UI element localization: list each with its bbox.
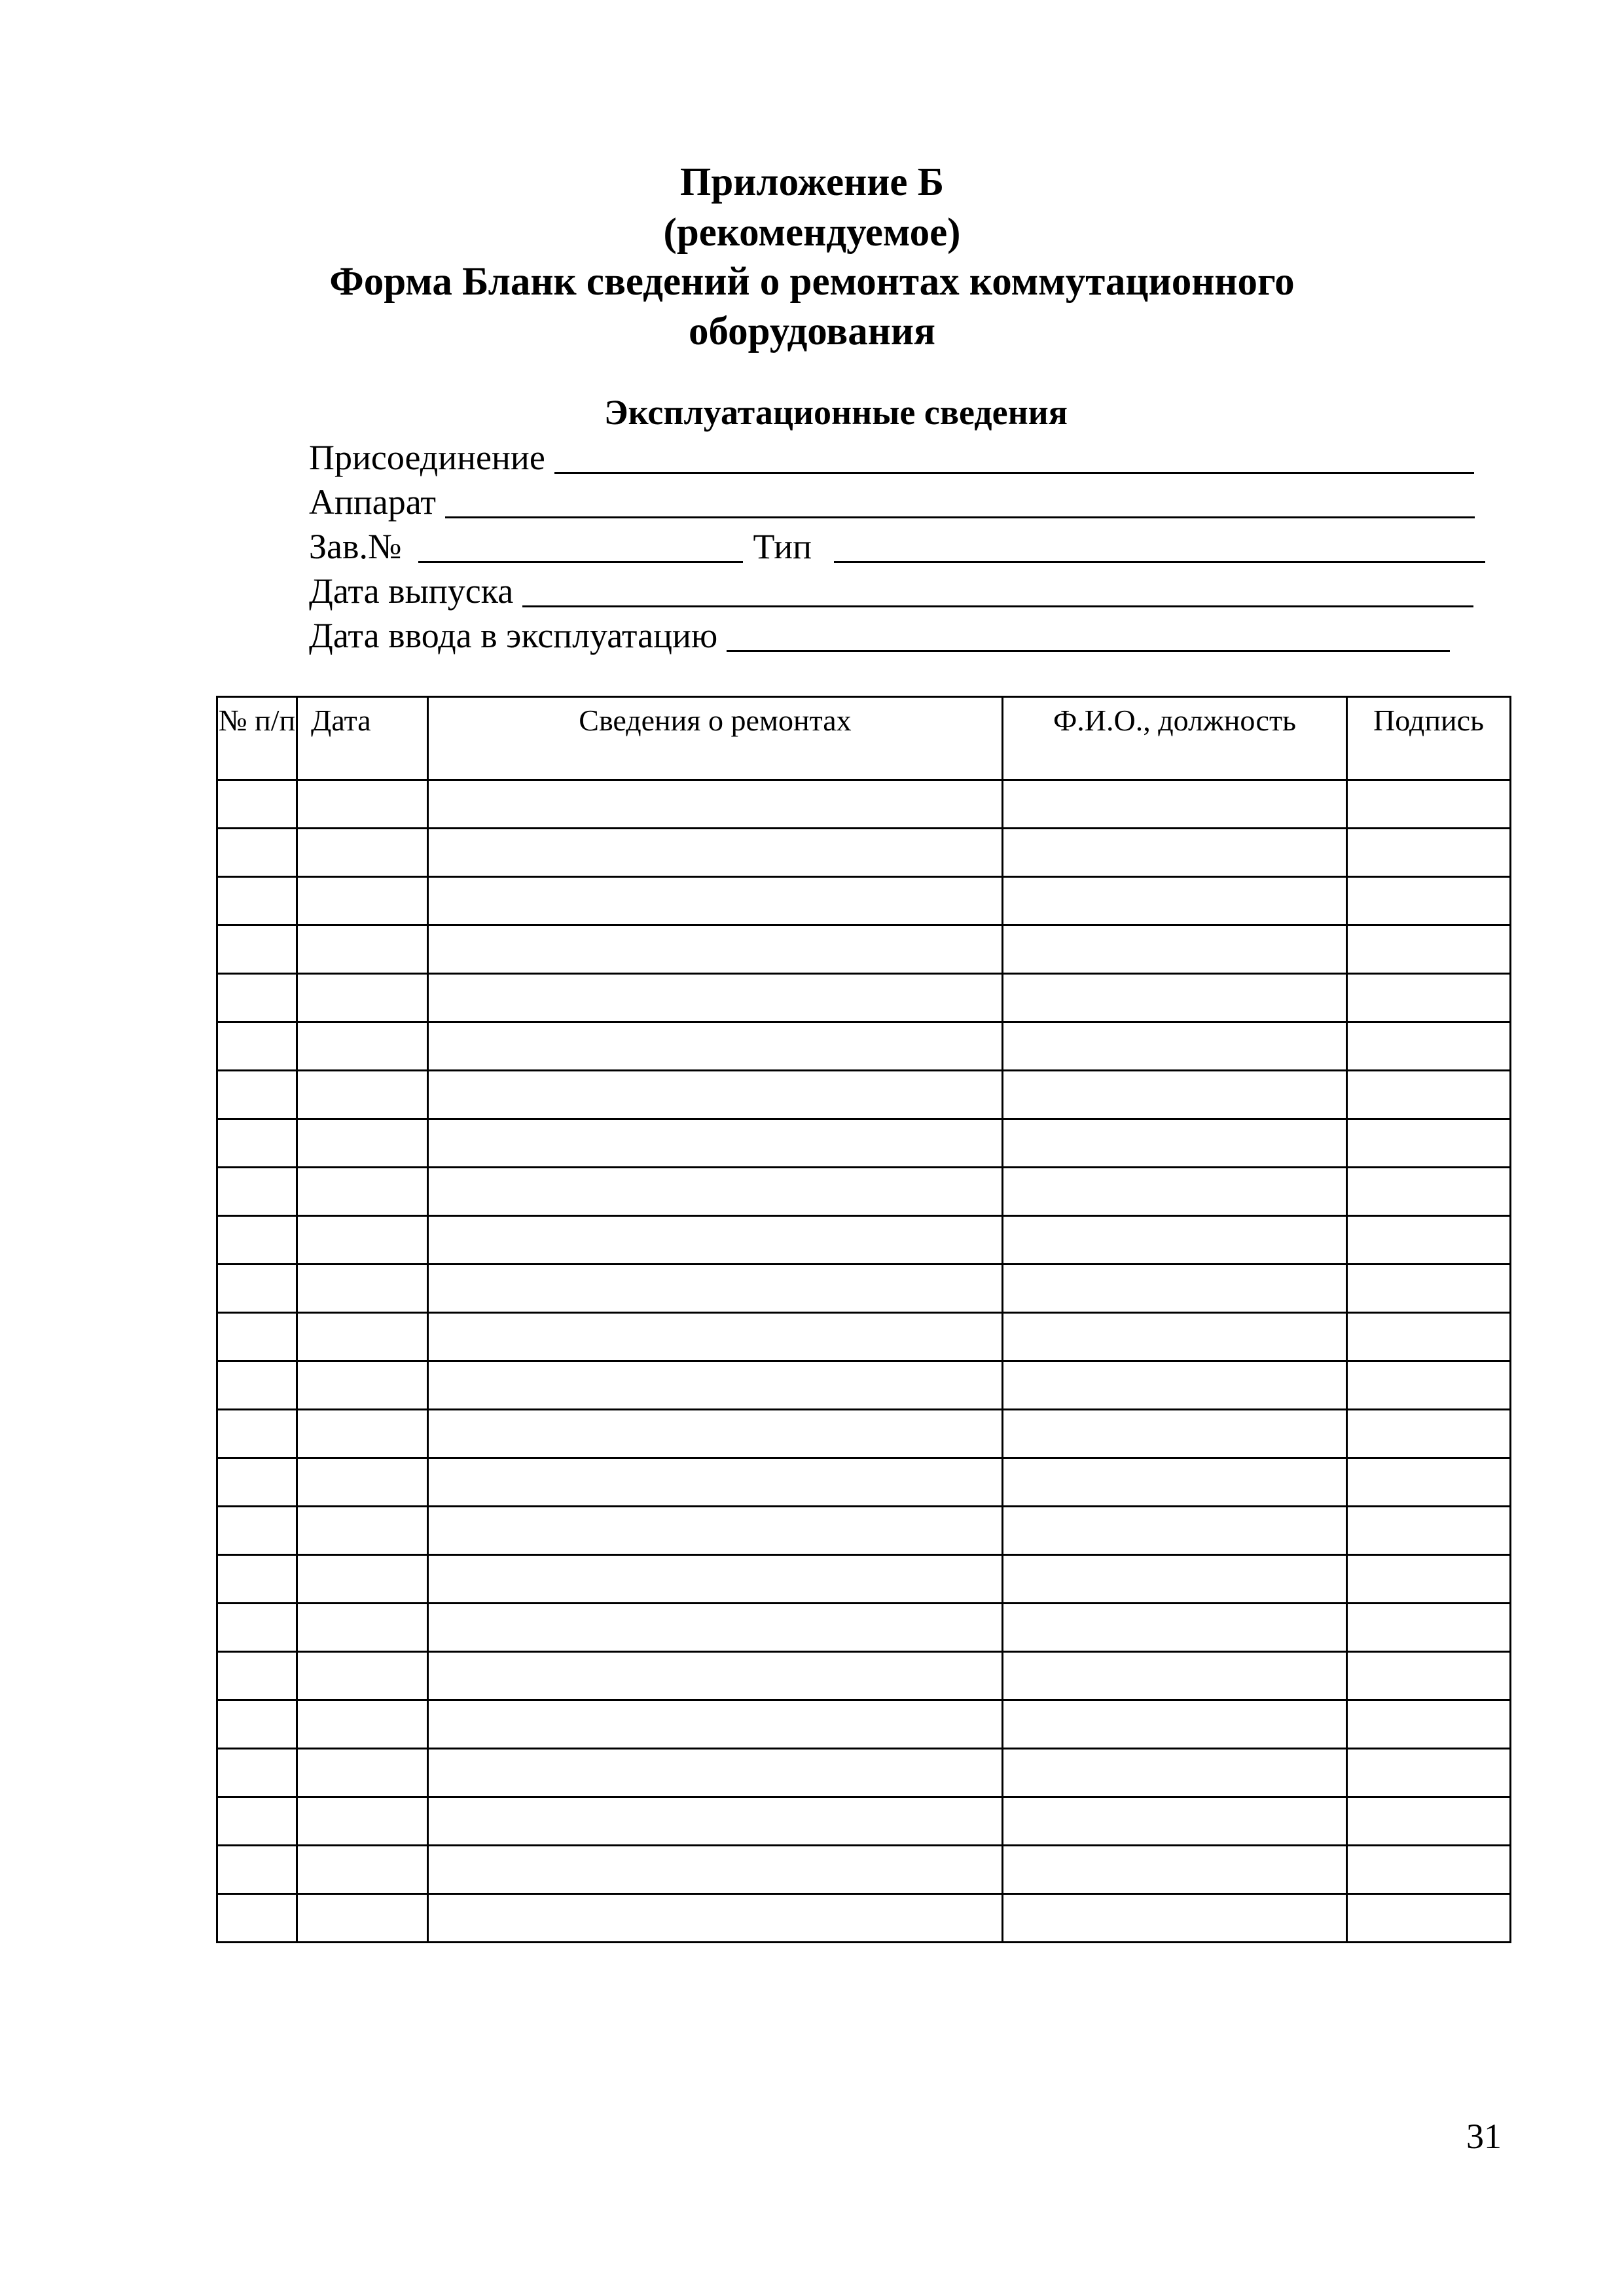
table-row xyxy=(217,1700,1511,1749)
name-position-cell xyxy=(1003,974,1347,1022)
date-cell xyxy=(297,1361,428,1410)
date-cell xyxy=(297,1846,428,1894)
date-cell xyxy=(297,925,428,974)
connection-label: Присоединение xyxy=(309,438,545,477)
signature-cell xyxy=(1347,974,1511,1022)
table-row xyxy=(217,1797,1511,1846)
table-row xyxy=(217,925,1511,974)
date-cell xyxy=(297,1749,428,1797)
date-cell xyxy=(297,1894,428,1943)
signature-cell xyxy=(1347,1410,1511,1458)
number-cell xyxy=(217,1507,297,1555)
table-row xyxy=(217,1507,1511,1555)
number-cell xyxy=(217,1168,297,1216)
connection-blank-line xyxy=(554,472,1474,474)
signature-cell xyxy=(1347,1749,1511,1797)
repair-details-cell xyxy=(428,1216,1003,1265)
date-cell xyxy=(297,974,428,1022)
number-cell xyxy=(217,1313,297,1361)
repair-details-cell xyxy=(428,1022,1003,1071)
date-cell xyxy=(297,1604,428,1652)
signature-cell xyxy=(1347,1361,1511,1410)
signature-cell xyxy=(1347,1313,1511,1361)
number-cell xyxy=(217,925,297,974)
date-cell xyxy=(297,829,428,877)
repair-details-cell xyxy=(428,1652,1003,1700)
connection-field xyxy=(309,437,1474,478)
name-position-cell xyxy=(1003,1652,1347,1700)
name-position-cell xyxy=(1003,1894,1347,1943)
signature-cell xyxy=(1347,1265,1511,1313)
appendix-status: (рекомендуемое) xyxy=(663,211,961,255)
table-row xyxy=(217,1458,1511,1507)
table-row xyxy=(217,1604,1511,1652)
form-title-continued: оборудования xyxy=(688,310,936,353)
repair-details-cell xyxy=(428,1361,1003,1410)
table-row xyxy=(217,1361,1511,1410)
repair-details-cell xyxy=(428,1894,1003,1943)
commissioning-date-field xyxy=(309,615,1450,656)
date-cell xyxy=(297,877,428,925)
repair-details-cell xyxy=(428,1749,1003,1797)
signature-cell xyxy=(1347,1458,1511,1507)
release-date-label: Дата выпуска xyxy=(309,571,514,611)
number-cell xyxy=(217,1410,297,1458)
name-position-cell xyxy=(1003,780,1347,829)
table-row xyxy=(217,877,1511,925)
name-position-cell xyxy=(1003,925,1347,974)
number-cell xyxy=(217,1894,297,1943)
name-position-cell xyxy=(1003,1119,1347,1168)
repair-details-cell xyxy=(428,1410,1003,1458)
name-position-cell xyxy=(1003,1797,1347,1846)
name-position-cell xyxy=(1003,1604,1347,1652)
date-cell xyxy=(297,1119,428,1168)
date-cell xyxy=(297,1458,428,1507)
signature-cell xyxy=(1347,925,1511,974)
repair-details-cell xyxy=(428,1313,1003,1361)
number-cell xyxy=(217,1022,297,1071)
repair-details-cell xyxy=(428,1846,1003,1894)
date-cell xyxy=(297,1216,428,1265)
release-date-field xyxy=(309,571,1473,611)
name-position-cell xyxy=(1003,1555,1347,1604)
repair-details-cell xyxy=(428,1119,1003,1168)
commissioning-date-label: Дата ввода в эксплуатацию xyxy=(309,616,718,655)
table-row xyxy=(217,829,1511,877)
column-header-repair-details: Сведения о ремонтах xyxy=(428,697,1003,780)
column-header-name-position: Ф.И.О., должность xyxy=(1003,697,1347,780)
repair-details-cell xyxy=(428,1700,1003,1749)
table-row xyxy=(217,1168,1511,1216)
number-cell xyxy=(217,1361,297,1410)
table-row xyxy=(217,1846,1511,1894)
signature-cell xyxy=(1347,780,1511,829)
signature-cell xyxy=(1347,1894,1511,1943)
repair-details-cell xyxy=(428,1168,1003,1216)
repairs-table xyxy=(216,696,1511,1943)
name-position-cell xyxy=(1003,1507,1347,1555)
signature-cell xyxy=(1347,829,1511,877)
column-header-signature: Подпись xyxy=(1347,697,1511,780)
release-date-blank-line xyxy=(522,605,1473,607)
number-cell xyxy=(217,780,297,829)
table-row xyxy=(217,1071,1511,1119)
page-number: 31 xyxy=(1466,2117,1502,2156)
serial-number-blank-line xyxy=(418,561,743,563)
form-title: Форма Бланк сведений о ремонтах коммутационного xyxy=(329,260,1295,304)
date-cell xyxy=(297,780,428,829)
number-cell xyxy=(217,1458,297,1507)
repair-details-cell xyxy=(428,1604,1003,1652)
table-row xyxy=(217,1749,1511,1797)
signature-cell xyxy=(1347,1168,1511,1216)
table-row xyxy=(217,780,1511,829)
signature-cell xyxy=(1347,1022,1511,1071)
name-position-cell xyxy=(1003,1458,1347,1507)
number-cell xyxy=(217,877,297,925)
number-cell xyxy=(217,1119,297,1168)
table-row xyxy=(217,1894,1511,1943)
name-position-cell xyxy=(1003,1216,1347,1265)
table-header-row xyxy=(217,697,1511,780)
name-position-cell xyxy=(1003,1313,1347,1361)
signature-cell xyxy=(1347,1555,1511,1604)
name-position-cell xyxy=(1003,1071,1347,1119)
name-position-cell xyxy=(1003,1168,1347,1216)
table-body xyxy=(217,780,1511,1943)
table-row xyxy=(217,1216,1511,1265)
repair-details-cell xyxy=(428,974,1003,1022)
number-cell xyxy=(217,1265,297,1313)
name-position-cell xyxy=(1003,829,1347,877)
number-cell xyxy=(217,1797,297,1846)
commissioning-date-blank-line xyxy=(727,650,1450,652)
column-header-number: № п/п xyxy=(217,697,297,780)
repair-details-cell xyxy=(428,829,1003,877)
name-position-cell xyxy=(1003,1410,1347,1458)
table-row xyxy=(217,1652,1511,1700)
table-row xyxy=(217,1265,1511,1313)
repair-details-cell xyxy=(428,877,1003,925)
repair-details-cell xyxy=(428,1458,1003,1507)
number-cell xyxy=(217,829,297,877)
serial-type-field xyxy=(309,526,1485,567)
date-cell xyxy=(297,1022,428,1071)
signature-cell xyxy=(1347,1700,1511,1749)
type-label: Тип xyxy=(753,527,812,566)
signature-cell xyxy=(1347,1507,1511,1555)
table-row xyxy=(217,1410,1511,1458)
signature-cell xyxy=(1347,1652,1511,1700)
repair-details-cell xyxy=(428,925,1003,974)
name-position-cell xyxy=(1003,1022,1347,1071)
date-cell xyxy=(297,1555,428,1604)
date-cell xyxy=(297,1265,428,1313)
date-cell xyxy=(297,1410,428,1458)
date-cell xyxy=(297,1507,428,1555)
date-cell xyxy=(297,1313,428,1361)
signature-cell xyxy=(1347,1071,1511,1119)
repair-details-cell xyxy=(428,780,1003,829)
date-cell xyxy=(297,1700,428,1749)
table-row xyxy=(217,1555,1511,1604)
number-cell xyxy=(217,1604,297,1652)
apparatus-label: Аппарат xyxy=(309,482,436,522)
table-row xyxy=(217,974,1511,1022)
name-position-cell xyxy=(1003,1700,1347,1749)
apparatus-field xyxy=(309,482,1475,522)
number-cell xyxy=(217,1216,297,1265)
column-header-date: Дата xyxy=(297,697,428,780)
number-cell xyxy=(217,1700,297,1749)
name-position-cell xyxy=(1003,1749,1347,1797)
section-title: Эксплуатационные сведения xyxy=(604,393,1068,432)
number-cell xyxy=(217,1555,297,1604)
table-row xyxy=(217,1119,1511,1168)
number-cell xyxy=(217,1846,297,1894)
table-row xyxy=(217,1022,1511,1071)
name-position-cell xyxy=(1003,1265,1347,1313)
appendix-title: Приложение Б xyxy=(679,160,945,204)
repair-details-cell xyxy=(428,1797,1003,1846)
signature-cell xyxy=(1347,1216,1511,1265)
repair-details-cell xyxy=(428,1071,1003,1119)
table-row xyxy=(217,1313,1511,1361)
apparatus-blank-line xyxy=(445,516,1475,518)
name-position-cell xyxy=(1003,877,1347,925)
date-cell xyxy=(297,1071,428,1119)
number-cell xyxy=(217,1071,297,1119)
name-position-cell xyxy=(1003,1361,1347,1410)
repair-details-cell xyxy=(428,1555,1003,1604)
repair-details-cell xyxy=(428,1507,1003,1555)
signature-cell xyxy=(1347,1119,1511,1168)
number-cell xyxy=(217,1749,297,1797)
name-position-cell xyxy=(1003,1846,1347,1894)
serial-number-label: Зав.№ xyxy=(309,527,402,566)
signature-cell xyxy=(1347,1797,1511,1846)
signature-cell xyxy=(1347,877,1511,925)
repair-details-cell xyxy=(428,1265,1003,1313)
number-cell xyxy=(217,1652,297,1700)
signature-cell xyxy=(1347,1604,1511,1652)
signature-cell xyxy=(1347,1846,1511,1894)
date-cell xyxy=(297,1652,428,1700)
type-blank-line xyxy=(834,561,1485,563)
number-cell xyxy=(217,974,297,1022)
date-cell xyxy=(297,1797,428,1846)
date-cell xyxy=(297,1168,428,1216)
